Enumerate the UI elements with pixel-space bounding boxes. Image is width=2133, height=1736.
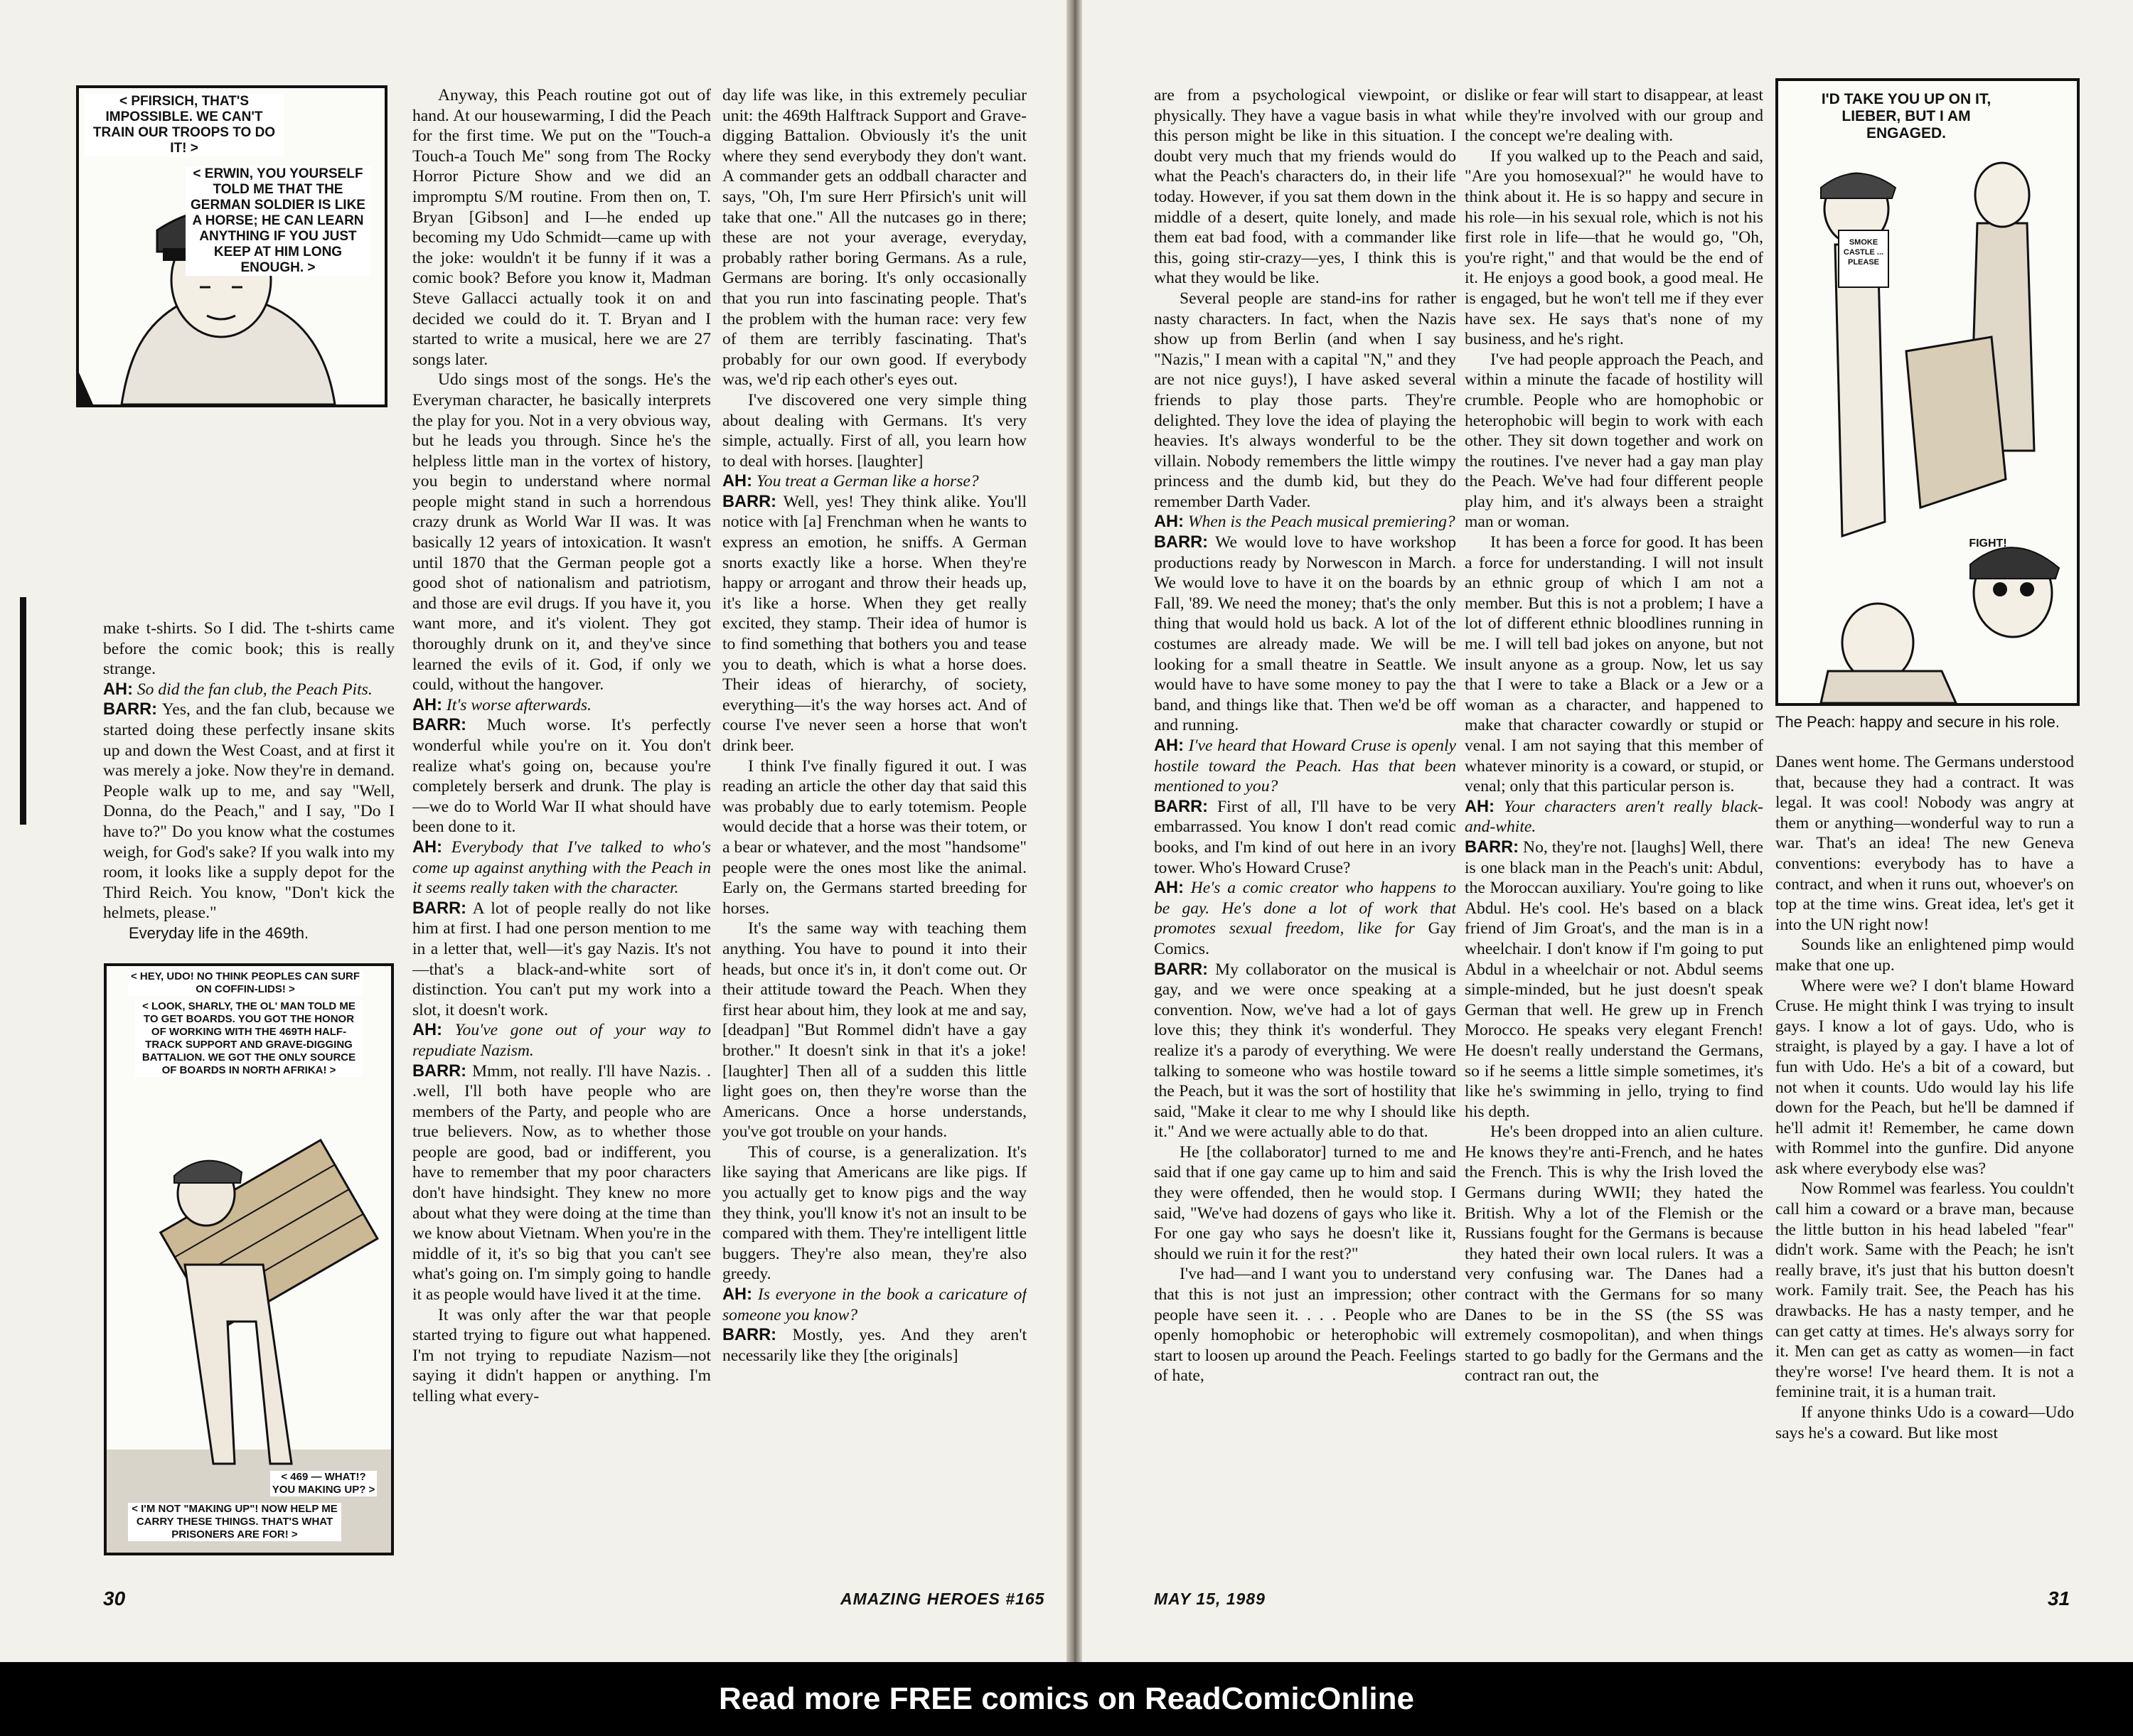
interview-question — [412, 837, 711, 899]
page-edge-marker — [20, 597, 26, 825]
speaker-label: BARR: — [1154, 797, 1209, 816]
paragraph: It was only after the war that people started trying to figure out what happened. I'm not trying to repudiate Nazism—not saying it didn't happen or anything. I'm telling what every- — [412, 1305, 711, 1405]
speaker-label: BARR: — [1154, 960, 1209, 979]
speaker-label: AH: — [412, 837, 442, 857]
question-text: I've heard that Howard Cruse is openly hostile toward the Peach. Has that been mentioned to you? — [1154, 736, 1456, 796]
question-text: Everybody that I've talked to who's come up against anything with the Peach in it seems really taken with the character. — [412, 837, 711, 898]
speaker-label: AH: — [412, 1021, 442, 1040]
speaker-label: BARR: — [103, 700, 158, 719]
speaker-label: BARR: — [1154, 533, 1209, 552]
interview-question — [722, 471, 1027, 492]
speaker-label: AH: — [412, 695, 442, 714]
answer-text: Mmm, not really. I'll have Nazis. . .well, I'll both have people who are members of the Party, and people who are true believers. Now, as to whether those people are good, bad or indifferent, you have to remember that my poor characters don't have hindsight. They knew no more about what they were doing at the time than we know about Vietnam. When you're in the middle of it, it's so big that you can't see what's going on. I'm simply going to handle it as people would have lived it at the time. — [412, 1061, 711, 1304]
comic-panel-peach — [1775, 78, 2080, 706]
running-head-right: MAY 15, 1989 — [1154, 1590, 1266, 1608]
paragraph: I've had—and I want you to understand that this is not just an impression; other people have seen it. . . . People who are openly homophobic or heterophobic will start to loosen up around the Peach. Feelings of hate, — [1154, 1265, 1456, 1386]
left-column-3 — [722, 85, 1027, 1568]
answer-text: My collaborator on the musical is gay, and we were once speaking at a convention. Now, we've had a lot of gays love this; they think it's wonderful. They realize it's a parody of everything. We were talking to someone who was hostile toward the Peach, but it was the sort of hostility that said, "Make it clear to me why I should like it." And we were actually able to do that. — [1154, 960, 1456, 1142]
interview-question — [1154, 878, 1456, 959]
answer-text: First of all, I'll have to be very embarrassed. You know I don't read comic books, and I'm kind of out here in an ivory tower. Who's Howard Cruse? — [1154, 797, 1456, 877]
interview-answer — [412, 1061, 711, 1305]
interview-question — [103, 680, 395, 700]
paragraph: It has been a force for good. It has been a force for understanding. I will not insult an ethnic group of which I am not a member. But this is not a problem; I have a lot of different ethnic bloodlines running in me. I will tell bad jokes on anyone, but not insult anyone as a group. Now, let us say that I were to take a Black or a Jew or a woman as a character, and happened to make that character cowardly or stupid or venal. I am not saying that this member of whatever minority is a coward, or stupid, or venal; only that this particular person is. — [1465, 533, 1763, 796]
interview-answer — [1154, 960, 1456, 1142]
paragraph: day life was like, in this extremely peculiar unit: the 469th Halftrack Support and Grave-digging Battalion. Obviously it's the unit where they send everybody they don't want. A commander gets an oddball character and says, "Oh, I'm sure Herr Pfirsich's unit will take that one." All the nutcases go in there; these are not your average, everyday, probably rather boring Germans. As a rule, Germans are boring. It's only occasionally that you run into fascinating people. That's the problem with the human race: very few of them are terribly fascinating. That's probably for our own good. If everybody was, we'd rip each other's eyes out. — [722, 86, 1027, 390]
sign-text: SMOKE CASTLE ... PLEASE — [1843, 238, 1884, 267]
answer-text: Mostly, yes. And they aren't necessarily like they [the originals] — [722, 1326, 1027, 1365]
paragraph: Udo sings most of the songs. He's the Everyman character, he basically interprets the play for you. Not in a very obvious way, but he leads you through. Since he's the helpless little man in the vortex of history, you begin to understand where normal people might stand in such a horrendous crazy drunk as World War II was. It was basically 12 years of intoxication. It wasn't until 1870 that the German people got a good shot of nationalism and patriotism, and those are evil drugs. If you have it, you want more, and it's violent. They got thoroughly drunk on it, and they've since learned the evils of it. God, if only we could, without the hangover. — [412, 370, 711, 695]
interview-question — [722, 1285, 1027, 1325]
speaker-label: BARR: — [412, 716, 467, 735]
interview-question — [1154, 736, 1456, 797]
left-column-1 — [103, 618, 395, 974]
interview-answer — [722, 1325, 1027, 1366]
interview-question — [1465, 797, 1763, 837]
question-text: Is everyone in the book a caricature of someone you know? — [722, 1285, 1027, 1324]
right-column-2 — [1465, 85, 1763, 1568]
speaker-label: AH: — [1154, 879, 1184, 898]
left-column-2 — [412, 85, 711, 1568]
question-text: So did the fan club, the Peach Pits. — [137, 680, 373, 699]
speaker-label: AH: — [1154, 736, 1184, 755]
figure-caption-peach: The Peach: happy and secure in his role. — [1775, 713, 2060, 731]
paragraph: Now Rommel was fearless. You couldn't call him a coward or a brave man, because the little button in his head labeled "fear" didn't work. Same with the Peach; he isn't really brave, it's just that his button doesn't work. Family trait. See, the Peach has his drawbacks. He has a nasty temper, and he can get catty at times. He's always sorry for it. Men can get as catty as women—in fact they're worse! I've heard them. It is not a feminine trait, it is a human trait. — [1775, 1179, 2074, 1402]
speech-bubble-6: < I'M NOT "MAKING UP"! NOW HELP ME CARRY THESE THINGS. THAT'S WHAT PRISONERS ARE FOR! > — [128, 1503, 341, 1541]
spine-gutter — [1066, 0, 1082, 1662]
paragraph: Anyway, this Peach routine got out of hand. At our housewarming, I did the Peach for the first time. We put on the "Touch-a Touch-a Touch Me" song from The Rocky Horror Picture Show and we did an impromptu S/M routine. From then on, T. Bryan [Gibson] and I—he ended up becoming my Udo Schmidt—came up with the joke: wouldn't it be funny if it was a comic book? Before you know it, Madman Steve Gallacci actually took it on and decided we could do it. T. Bryan and I started to write a musical, here we are 27 songs later. — [412, 86, 711, 369]
comic-panel-udo — [104, 963, 394, 1555]
page-number-left: 30 — [103, 1587, 126, 1609]
paragraph: If you walked up to the Peach and said, "Are you homosexual?" he would have to think about it. He is so happy and secure in his role—in his sexual role, which is not his first role in life—that he would go, "Oh, you're right," and that would be the end of it. He enjoys a good book, a good meal. He is engaged, but he won't tell me if they ever have sex. He says that's none of my business, and he's right. — [1465, 146, 1763, 349]
answer-text: No, they're not. [laughs] Well, there is one black man in the Peach's unit: Abdul, the Moroccan auxiliary. You're going to like Abdul. He's cool. He's based on a black friend of Jim Groat's, and the man is in a wheelchair. I don't know if I'm going to put Abdul in a wheelchair or not. Abdul seems simple-minded, but he just doesn't speak German that well. He grew up in French Morocco. He speaks very elegant French! He doesn't really understand the Germans, so if he seems a little simple sometimes, it's like he's swimming in jello, trying to find his depth. — [1465, 837, 1763, 1121]
speech-bubble-3: < HEY, UDO! NO THINK PEOPLES CAN SURF ON COFFIN-LIDS! > — [128, 970, 363, 996]
question-text: You've gone out of your way to repudiate Nazism. — [412, 1021, 711, 1060]
interview-answer — [1154, 532, 1456, 736]
speech-bubble-7: I'D TAKE YOU UP ON IT, LIEBER, BUT I AM ENGAGED. — [1821, 91, 1992, 141]
speaker-label: AH: — [1154, 513, 1184, 532]
paragraph: are from a psychological viewpoint, or physically. They have a vague basis in what this person might be like in this situation. I doubt very much that my friends would do what the Peach's characters do, in their life today. However, if you sat them down in the middle of a desert, quite lonely, and made them eat bad food, with a commander like this, going stir-crazy—yes, I think this is what they would be like. — [1154, 86, 1456, 288]
paragraph: Several people are stand-ins for rather nasty characters. In fact, when the Nazis show up from Berlin (and when I say "Nazis," I mean with a capital "N," and they are not nice guys!), I have asked several friends to play those parts. They're delighted. They love the idea of playing the heavies. It's always wonderful to be the villain. Nobody remembers the little wimpy princess and the dumb kid, but they do remember Darth Vader. — [1154, 289, 1456, 511]
page-number-right: 31 — [2048, 1587, 2070, 1609]
interview-answer — [1465, 837, 1763, 1122]
paragraph: Danes went home. The Germans understood that, because they had a contract. It was legal. It was cool! Nobody was angry at them or anything—wonderful way to run a war. That's an idea! The new Geneva conventions: everybody has to have a contract, and when it runs out, whoever's on top at the time wins. Great idea, let's get it into the UN right now! — [1775, 753, 2074, 934]
speaker-label: BARR: — [412, 1061, 467, 1081]
paragraph: Where were we? I don't blame Howard Cruse. He might think I was trying to insult gays. I know a lot of gays. Udo, who is straight, is played by a gay. I have a lot of fun with Udo. He's a bit of a coward, but not when it counts. Udo would lay his life down for the Peach, but he'll be damned if he'll admit it! Remember, he came down with Rommel into the gunfire. Did anyone ask where everybody else was? — [1775, 976, 2074, 1178]
paragraph: He [the collaborator] turned to me and said that if one gay came up to him and said they were offended, then he would stop. I said, "We've had dozens of gays who like it. For one gay who says he doesn't like it, should we ruin it for the rest?" — [1154, 1142, 1456, 1263]
interview-question — [1154, 512, 1456, 532]
speaker-label: BARR: — [1465, 837, 1519, 857]
speech-bubble-1: < PFIRSICH, THAT'S IMPOSSIBLE. WE CAN'T TRAIN OUR TROOPS TO DO IT! > — [85, 94, 284, 156]
paragraph: It's the same way with teaching them anything. You have to pound it into their heads, but once it's in, it don't come out. Or their attitude toward the Peach. When they first hear about him, they look at me and say, [deadpan] "But Rommel didn't have a gay brother." It doesn't sink in that it's a joke! [laughter] Then all of a sudden this little light goes on, then they're worse than the Americans. Once a horse understands, you've got trouble on your hands. — [722, 919, 1027, 1142]
interview-answer — [722, 492, 1027, 756]
question-text: You treat a German like a horse? — [756, 472, 979, 491]
answer-text: Well, yes! They think alike. You'll notice with [a] Frenchman when he wants to express an emotion, he sniffs. A German snorts exactly like a horse. When they're happy or arrogant and throw their heads up, it's like a horse. When they get really excited, they stamp. Their idea of humor is to find something that bothers you and tease you to death, which is what a horse does. Their ideas of hierarchy, of society, everything—it's the way horses act. And of course I've never seen a horse that won't drink beer. — [722, 492, 1027, 755]
interview-answer — [412, 715, 711, 837]
paragraph: Sounds like an enlightened pimp would make that one up. — [1775, 936, 2074, 975]
interview-answer — [103, 700, 395, 923]
speaker-label: BARR: — [722, 492, 777, 511]
paragraph: If anyone thinks Udo is a coward—Udo says he's a coward. But like most — [1775, 1403, 2074, 1442]
paragraph: This of course, is a generalization. It's like saying that Americans are like pigs. If you actually get to know pigs and the way they think, you'll know it's not an insult to be compared with them. They're intelligent little buggers. They're also mean, they're also greedy. — [722, 1142, 1027, 1284]
answer-text: A lot of people really do not like him at first. I had one person mention to me in a letter that, well—it's gay Nazis. It's not—that's a black-and-white sort of distinction. You can't put my work into a slot, it doesn't work. — [412, 899, 711, 1019]
answer-text: Much worse. It's perfectly wonderful while you're on it. You don't realize what's going on, because you're completely berserk and drunk. The play is—we do to World War II what should have been done to it. — [412, 716, 711, 837]
answer-text: Yes, and the fan club, because we started doing these perfectly insane skits up and down the West Coast, and at first it was merely a joke. Now they're in demand. People walk up to me, and say "Well, Donna, do the Peach," and I say, "Do I have to?" Do you know what the costumes weigh, for God's sake? If you walk into my room, it looks like a supply depot for the Third Reich. You know, "Don't kick the helmets, please." — [103, 700, 395, 923]
speaker-label: BARR: — [722, 1326, 777, 1345]
interview-answer — [412, 899, 711, 1021]
sound-effect-fight: FIGHT! — [1969, 537, 2007, 550]
speech-bubble-2: < ERWIN, YOU YOURSELF TOLD ME THAT THE GERMAN SOLDIER IS LIKE A HORSE; HE CAN LEARN ANYTHING IF YOU JUST KEEP AT HIM LONG ENOUGH. > — [186, 166, 370, 276]
peach-illustration — [1778, 81, 2077, 703]
right-column-1 — [1154, 85, 1456, 1568]
question-text: Your characters aren't really black-and-white. — [1465, 797, 1763, 837]
interview-answer — [1154, 797, 1456, 878]
paragraph: make t-shirts. So I did. The t-shirts came before the comic book; this is really strange. — [103, 619, 395, 679]
interview-question — [412, 1020, 711, 1061]
figure-caption: Everyday life in the 469th. — [129, 923, 309, 942]
speaker-label: AH: — [1465, 797, 1495, 816]
speech-bubble-4: < LOOK, SHARLY, THE OL' MAN TOLD ME TO GET BOARDS. YOU GOT THE HONOR OF WORKING WITH THE 469TH HALF-TRACK SUPPORT AND GRAVE-DIGGING BATTALION. WE GOT THE ONLY SOURCE OF BOARDS IN NORTH AFRIKA! > — [135, 1000, 363, 1077]
comic-panel-pfirsich — [76, 85, 387, 407]
interview-question — [412, 695, 711, 716]
answer-text: We would love to have workshop productions ready by Norwescon in March. We would love to have it on the boards by Fall, '89. We need the money; that's the only thing that would hold us back. A lot of the costumes are already made. We will be looking for a small theatre in Seattle. We would have to have some money to pay the band, and things like that. Then we'd be off and running. — [1154, 533, 1456, 735]
speech-bubble-5: < 469 — WHAT!? YOU MAKING UP? > — [270, 1471, 377, 1496]
speaker-label: AH: — [103, 680, 133, 699]
question-tail: Gay Comics. — [1154, 919, 1456, 958]
paragraph: I've had people approach the Peach, and within a minute the facade of hostility will crumble. People who are homophobic or heterophobic will begin to work with each other. They sit down together and work on the routines. I've never had a gay man play the Peach. We've had four different people play him, and it's always been a straight man or woman. — [1465, 350, 1763, 532]
paragraph: I think I've finally figured it out. I was reading an article the other day that said this was probably due to early totemism. People would decide that a horse was their totem, or a bear or whatever, and the most "handsome" people were the ones most like the animal. Early on, the Germans started breeding for horses. — [722, 756, 1027, 918]
speaker-label: AH: — [722, 472, 752, 491]
right-column-3 — [1775, 752, 2074, 1570]
running-head-left: AMAZING HEROES #165 — [840, 1590, 1045, 1608]
question-text: He's a comic creator who happens to be gay. He's done a lot of work that promotes sexual freedom, like for — [1154, 879, 1456, 938]
paragraph: He's been dropped into an alien culture. He knows they're anti-French, and he hates the French. This is why the Irish loved the Germans during WWII; they hated the British. Why a lot of the Flemish or the Russians fought for the Germans is because they hated their own local rulers. It was a very confusing war. The Danes had a contract with the Germans for so many Danes to be in the SS (the SS was extremely cosmopolitan), and when things started to go badly for the Germans and the contract ran out, the — [1465, 1122, 1763, 1386]
paragraph: dislike or fear will start to disappear, at least while they're involved with our group and the concept we're dealing with. — [1465, 86, 1763, 146]
paragraph: I've discovered one very simple thing about dealing with Germans. It's very simple, actually. First of all, you learn how to deal with horses. [laughter] — [722, 390, 1027, 471]
promo-banner[interactable]: Read more FREE comics on ReadComicOnline — [0, 1662, 2133, 1736]
speaker-label: BARR: — [412, 899, 467, 918]
speaker-label: AH: — [722, 1285, 752, 1304]
question-text: It's worse afterwards. — [446, 695, 592, 714]
question-text: When is the Peach musical premiering? — [1187, 513, 1455, 532]
